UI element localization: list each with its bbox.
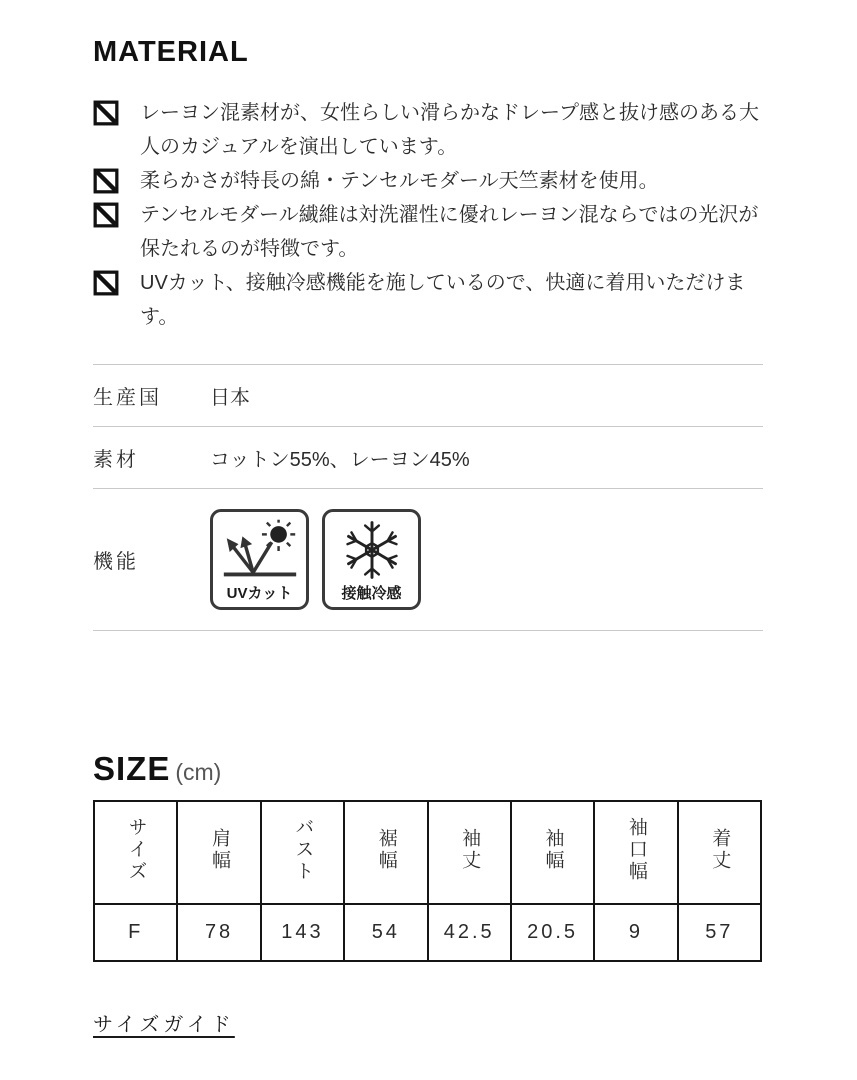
size-table-header: サイズ xyxy=(94,801,177,904)
size-table-cell: 9 xyxy=(594,904,677,961)
size-table-header: 着丈 xyxy=(678,801,761,904)
spec-label: 機能 xyxy=(93,551,139,573)
size-table-cell: 54 xyxy=(344,904,427,961)
uv-cut-badge xyxy=(210,509,309,610)
material-bullet-item xyxy=(93,164,763,198)
size-table-header: 袖丈 xyxy=(428,801,511,904)
spec-value: 日本 xyxy=(210,387,250,409)
size-table-header: 裾幅 xyxy=(344,801,427,904)
size-table-cell: 143 xyxy=(261,904,344,961)
diagonal-square-bullet-icon xyxy=(93,270,119,296)
size-table-header: 肩幅 xyxy=(177,801,260,904)
material-bullet-text: レーヨン混素材が、女性らしい滑らかなドレープ感と抜け感のある大人のカジュアルを演出しています。 xyxy=(140,102,759,158)
feature-badges xyxy=(210,509,421,610)
material-bullet-text: 柔らかさが特長の綿・テンセルモダール天竺素材を使用。 xyxy=(140,170,659,192)
contact-cooling-badge xyxy=(322,509,421,610)
uv-cut-label: UVカット xyxy=(226,585,293,602)
size-table-header: バスト xyxy=(261,801,344,904)
contact-cooling-label: 接触冷感 xyxy=(341,585,402,602)
size-table-header-row xyxy=(94,801,761,904)
material-bullet-text: テンセルモダール繊維は対洗濯性に優れレーヨン混ならではの光沢が保たれるのが特徴です。 xyxy=(140,204,759,260)
size-table-cell: 42.5 xyxy=(428,904,511,961)
material-bullet-list xyxy=(93,96,763,334)
material-bullet-item xyxy=(93,198,763,266)
uv-cut-icon xyxy=(216,518,304,584)
spec-label: 素材 xyxy=(93,449,139,471)
spec-row-country xyxy=(93,365,763,427)
diagonal-square-bullet-icon xyxy=(93,168,119,194)
diagonal-square-bullet-icon xyxy=(93,100,119,126)
spec-label: 生産国 xyxy=(93,387,162,409)
material-section-title: MATERIAL xyxy=(93,36,249,68)
size-table-header: 袖幅 xyxy=(511,801,594,904)
contact-cooling-icon xyxy=(328,518,416,584)
size-section-title xyxy=(93,750,763,788)
product-spec-list xyxy=(93,364,763,631)
material-bullet-text: UVカット、接触冷感機能を施しているので、快適に着用いただけます。 xyxy=(140,272,746,328)
spec-row-functions xyxy=(93,489,763,631)
material-bullet-item xyxy=(93,266,763,334)
size-unit: (cm) xyxy=(175,759,222,785)
size-table-cell: F xyxy=(94,904,177,961)
size-table-cell: 20.5 xyxy=(511,904,594,961)
size-table-cell: 78 xyxy=(177,904,260,961)
spec-value: コットン55%、レーヨン45% xyxy=(210,449,470,471)
size-table-header: 袖口幅 xyxy=(594,801,677,904)
material-bullet-item xyxy=(93,96,763,164)
size-table xyxy=(93,800,762,962)
size-table-data-row xyxy=(94,904,761,961)
spec-row-fabric xyxy=(93,427,763,489)
size-title: SIZE xyxy=(93,750,171,787)
size-table-cell: 57 xyxy=(678,904,761,961)
size-guide-link[interactable]: サイズガイド xyxy=(93,1014,235,1036)
diagonal-square-bullet-icon xyxy=(93,202,119,228)
